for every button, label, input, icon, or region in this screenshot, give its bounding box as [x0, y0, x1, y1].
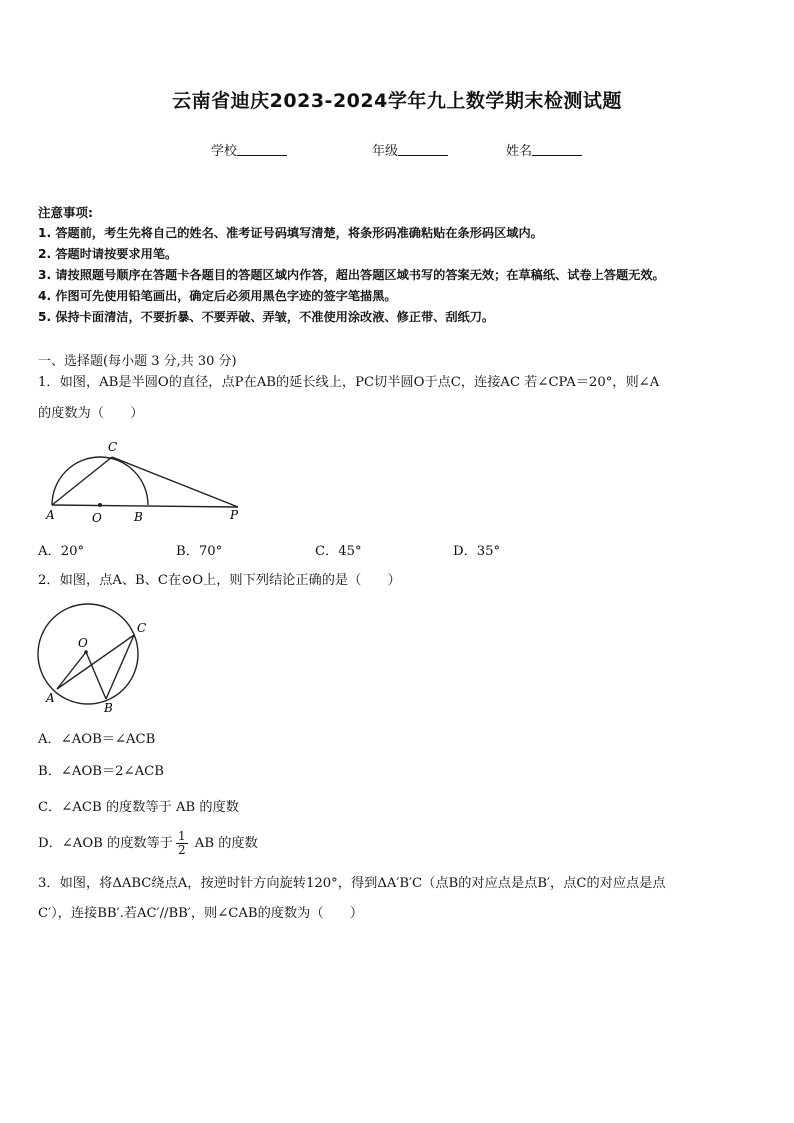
notice-item: 5. 保持卡面清洁，不要折暴、不要弄破、弄皱，不准使用涂改液、修正带、刮纸刀。 [38, 310, 495, 324]
school-blank[interactable] [237, 143, 287, 156]
q1-option-b[interactable]: B．70° [176, 544, 223, 559]
q2-label-o: O [78, 636, 88, 650]
notice-item: 2. 答题时请按要求用笔。 [38, 247, 178, 261]
q2-fraction [176, 830, 188, 857]
notice-item: 1. 答题前，考生先将自己的姓名、准考证号码填写清楚，将条形码准确粘贴在条形码区域内。 [38, 226, 543, 240]
q2-option-a[interactable]: A．∠AOB＝∠ACB [38, 732, 156, 747]
q1-stem-line2: 的度数为（ ） [38, 406, 144, 421]
notice-item: 4. 作图可先使用铅笔画出，确定后必须用黑色字迹的签字笔描黑。 [38, 289, 397, 303]
q1-option-c[interactable]: C．45° [315, 544, 362, 559]
name-field [506, 140, 582, 159]
q3-stem-line2: C′），连接BB′.若AC′//BB′，则∠CAB的度数为（ ） [38, 906, 364, 921]
q2-option-b[interactable]: B．∠AOB＝2∠ACB [38, 764, 164, 779]
q1-figure [40, 437, 250, 527]
section-title: 一、选择题(每小题 3 分,共 30 分) [38, 354, 237, 369]
q1-label-a: A [46, 508, 55, 522]
q2-option-d[interactable] [38, 830, 258, 857]
name-label: 姓名 [506, 144, 533, 159]
q1-label-o: O [92, 511, 102, 525]
q2-label-c: C [137, 621, 147, 635]
q2-stem: 2．如图，点A、B、C在⊙O上，则下列结论正确的是（ ） [38, 573, 401, 588]
q2-frac-num: 1 [177, 829, 186, 843]
q1-label-b: B [134, 510, 143, 524]
grade-blank[interactable] [398, 143, 448, 156]
page-title: 云南省迪庆2023-2024学年九上数学期末检测试题 [172, 90, 622, 112]
q2-option-d-suffix: AB 的度数 [190, 836, 258, 851]
notice-heading: 注意事项: [38, 205, 93, 220]
school-label: 学校 [211, 144, 238, 159]
q2-figure [36, 602, 156, 716]
q2-option-c[interactable]: C．∠ACB 的度数等于 AB 的度数 [38, 800, 239, 815]
q2-option-d-prefix: D．∠AOB 的度数等于 [38, 836, 173, 851]
q2-label-b: B [104, 701, 113, 715]
name-blank[interactable] [532, 143, 582, 156]
q1-label-p: P [230, 508, 239, 522]
q3-stem-line1: 3．如图，将ΔABC绕点A，按逆时针方向旋转120°，得到ΔA′B′C（点B的对应点是点B′，点C的对应点是点 [38, 876, 666, 891]
notice-item: 3. 请按照题号顺序在答题卡各题目的答题区域内作答，超出答题区域书写的答案无效；在草稿纸、试卷上答题无效。 [38, 268, 665, 282]
q1-option-a[interactable]: A．20° [38, 544, 85, 559]
grade-label: 年级 [372, 144, 399, 159]
school-field [211, 140, 287, 159]
q1-label-c: C [108, 440, 118, 454]
q1-stem-line1: 1．如图，AB是半圆O的直径，点P在AB的延长线上，PC切半圆O于点C，连接AC 若∠CPA＝20°，则∠A [38, 375, 660, 390]
q1-option-d[interactable]: D．35° [453, 544, 501, 559]
q2-label-a: A [46, 691, 55, 705]
q2-frac-den: 2 [177, 843, 186, 857]
grade-field [372, 140, 448, 159]
